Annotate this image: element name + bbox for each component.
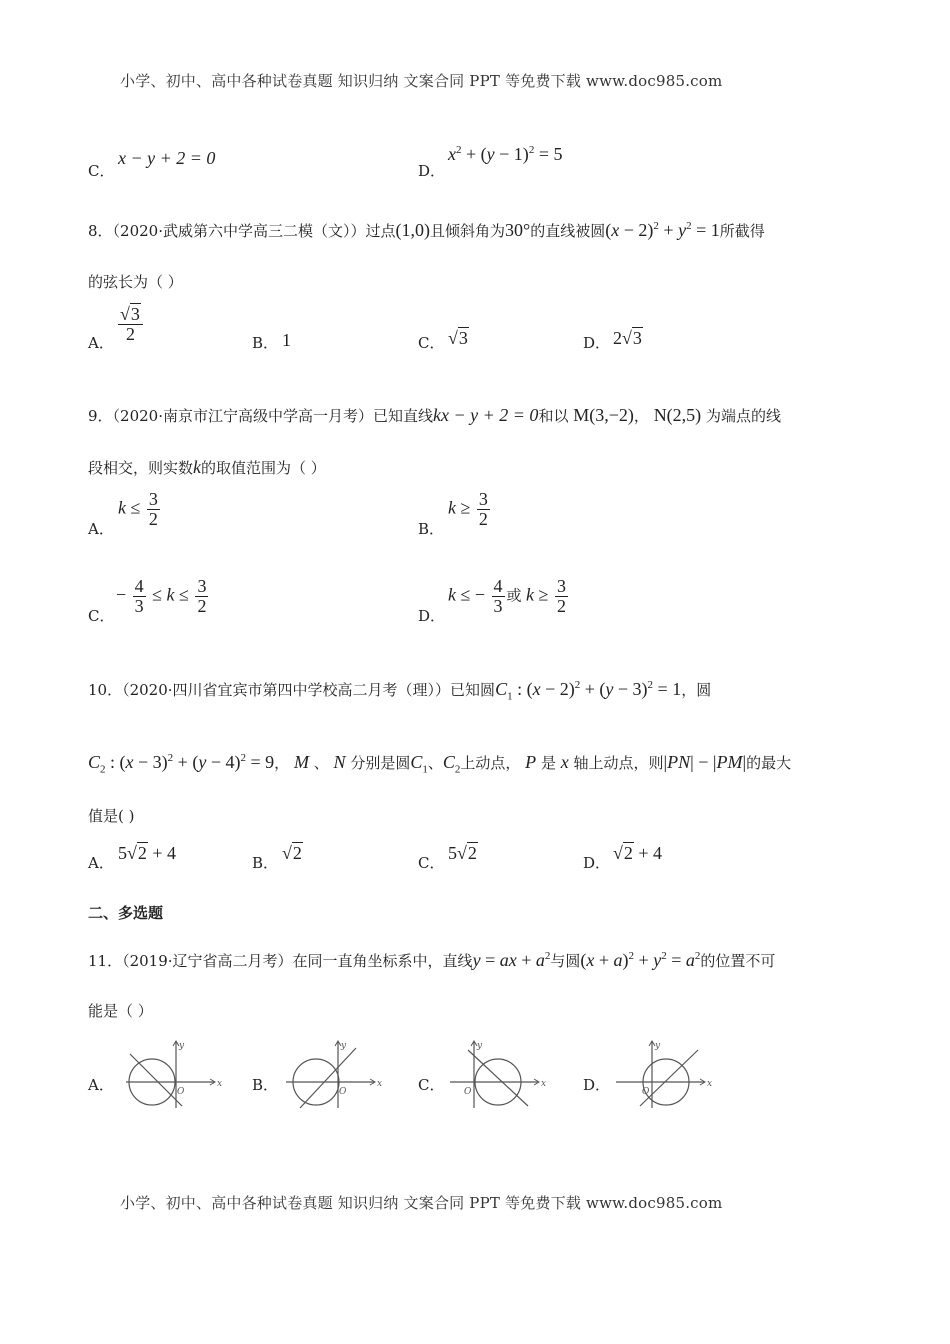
q10-abs-expr: |PN| − |PM|	[663, 752, 747, 772]
q10-option-d-label: D．	[583, 854, 611, 872]
q9-stem: 9．（2020·南京市江宁高级中学高一月考）已知直线kx − y + 2 = 0和以 M(3,−2)， N(2,5) 为端点的线	[88, 405, 781, 425]
q11-option-a-label: A．	[88, 1076, 114, 1094]
y-label: y	[179, 1041, 185, 1051]
q10-option-c-expr: 5√2	[448, 843, 477, 863]
q9-point-n: N(2,5)	[653, 405, 702, 425]
q9-option-c-expr: − $\frac{4}{3}$ ≤ k ≤ $\frac{3}{2}$	[116, 576, 207, 616]
q11-option-b-graph	[284, 1038, 384, 1110]
page-header: 小学、初中、高中各种试卷真题 知识归纳 文案合同 PPT 等免费下载 www.doc985.com	[120, 72, 723, 90]
q10-stem-line2: $C_2$ : $(x - 3)^2 + (y - 4)^2 = 9$， M 、 N 分别是圆$C_1$、$C_2$上动点， P 是 x 轴上动点，则|PN| − |PM|的最大	[88, 752, 792, 776]
q10-option-c-label: C．	[418, 854, 445, 872]
origin-label: O	[464, 1087, 472, 1097]
q10-stem-line3: 值是( )	[88, 807, 135, 825]
q8-angle: 30°	[505, 220, 531, 240]
q11-stem: 11．（2019·辽宁省高二月考）在同一直角坐标系中，直线y = ax + $a^2$与圆$(x + a)^2 + y^2 = a^2$的位置不可	[88, 950, 776, 970]
line	[640, 1050, 698, 1106]
line	[130, 1054, 182, 1106]
q8-text-2: 且倾斜角为	[430, 222, 506, 240]
q8-option-b-expr: 1	[282, 330, 291, 350]
q9-number: 9．	[88, 407, 113, 425]
origin-label: O	[177, 1087, 185, 1097]
q11-option-c-graph	[448, 1038, 548, 1110]
q10-circle-c2-eq: $C_2$ : $(x - 3)^2 + (y - 4)^2 = 9$	[88, 752, 275, 776]
q9-stem-line2: 段相交，则实数k的取值范围为（ ）	[88, 457, 326, 477]
q8-text-1: 过点	[365, 222, 396, 240]
q11-option-a-graph	[124, 1038, 224, 1110]
q9-option-a-expr: k ≤ $\frac{3}{2}$	[118, 489, 158, 529]
q11-option-d-label: D．	[583, 1076, 611, 1094]
q11-option-b-label: B．	[252, 1076, 279, 1094]
q9-text-3: 为端点的线	[705, 407, 781, 425]
q9-option-b-expr: k ≥ $\frac{3}{2}$	[448, 489, 488, 529]
q8-option-d-label: D．	[583, 334, 611, 352]
q9-option-d-label: D．	[418, 607, 446, 625]
line	[300, 1048, 356, 1108]
q11-option-c-label: C．	[418, 1076, 445, 1094]
q8-number: 8．	[88, 222, 113, 240]
q10-option-d-expr: √2 + 4	[613, 843, 663, 863]
origin-label: O	[339, 1087, 347, 1097]
q10-number: 10．	[88, 681, 123, 699]
y-label: y	[477, 1041, 483, 1051]
y-label: y	[655, 1041, 661, 1051]
q11-stem-line2: 能是（ ）	[88, 1002, 153, 1020]
q8-stem-line2: 的弦长为（ ）	[88, 273, 183, 291]
q10-option-a-expr: 5√2 + 4	[118, 843, 177, 863]
q9-source: （2020·南京市江宁高级中学高一月考）	[112, 407, 373, 425]
q9-option-d-expr: k ≤ − $\frac{4}{3}$ 或 k ≥ $\frac{3}{2}$	[448, 576, 566, 616]
q9-option-a-label: A．	[88, 520, 114, 538]
x-label: x	[217, 1079, 223, 1089]
x-label: x	[377, 1079, 383, 1089]
q11-option-d-graph	[614, 1038, 714, 1110]
q8-stem	[88, 220, 765, 241]
x-label: x	[541, 1079, 547, 1089]
y-label: y	[341, 1041, 347, 1051]
q9-option-c-label: C．	[88, 607, 115, 625]
q10-option-a-label: A．	[88, 854, 114, 872]
q11-circle-eq: $(x + a)^2 + y^2 = a^2$	[580, 950, 701, 970]
q10-option-b-label: B．	[252, 854, 279, 872]
q9-point-m: M(3,−2)	[573, 405, 634, 425]
q10-option-b-expr: √2	[282, 843, 302, 863]
q8-point: (1,0)	[395, 220, 431, 240]
q11-number: 11．	[88, 952, 123, 970]
q7-option-c-label: C．	[88, 162, 115, 180]
q8-option-b-label: B．	[252, 334, 279, 352]
q10-text-1: 已知圆	[450, 681, 496, 699]
q10-text-2: ，圆	[681, 681, 712, 699]
q7-option-c-expr: x − y + 2 = 0	[118, 148, 216, 168]
q8-text-4: 所截得	[719, 222, 765, 240]
q8-option-a-expr: $\frac{√3}{2}$	[116, 305, 145, 344]
q9-text-1: 已知直线	[373, 407, 434, 425]
q8-text-3: 的直线被圆	[530, 222, 606, 240]
q8-source: （2020·武威第六中学高三二模（文））	[112, 222, 366, 240]
page-footer: 小学、初中、高中各种试卷真题 知识归纳 文案合同 PPT 等免费下载 www.doc985.com	[120, 1194, 723, 1212]
q10-source: （2020·四川省宜宾市第四中学校高二月考（理））	[122, 681, 451, 699]
q9-line-eq: kx − y + 2 = 0	[433, 405, 539, 425]
q8-option-c-expr: √3	[448, 328, 468, 348]
q8-option-a-label: A．	[88, 334, 114, 352]
q8-circle-eq: $(x - 2)^2 + y^2 = 1$	[605, 220, 720, 240]
q9-text-2: 和以	[538, 407, 569, 425]
x-label: x	[707, 1079, 713, 1089]
q8-option-d-expr: 2√3	[613, 328, 642, 348]
q7-option-d-expr: $x^2 + (y - 1)^2 = 5$	[448, 144, 563, 164]
section-title-multi-choice: 二、多选题	[88, 904, 164, 922]
q9-option-b-label: B．	[418, 520, 445, 538]
q10-circle-c1-eq: $C_1$ : $(x - 2)^2 + (y - 3)^2 = 1$	[495, 679, 682, 703]
q11-line-eq: y = ax + $a^2$	[472, 950, 551, 970]
q11-source: （2019·辽宁省高二月考）	[122, 952, 293, 970]
q10-stem	[88, 679, 711, 703]
q7-option-d-label: D．	[418, 162, 446, 180]
q8-option-c-label: C．	[418, 334, 445, 352]
origin-label: O	[642, 1087, 650, 1097]
